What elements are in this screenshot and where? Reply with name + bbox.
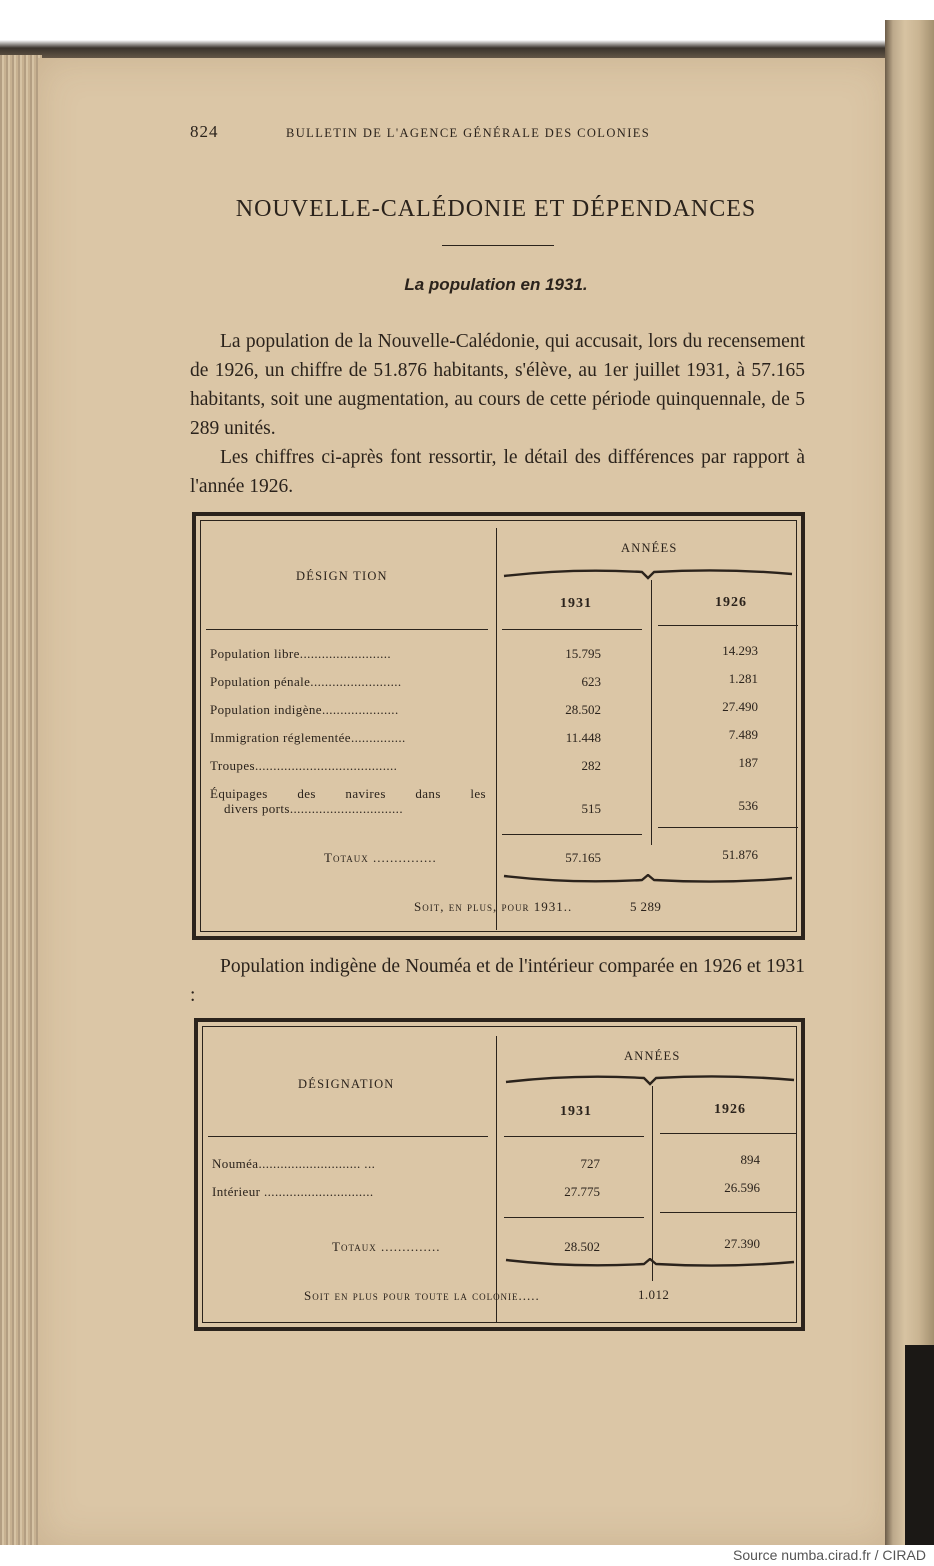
table-2 [194,1018,805,1331]
table-2-header-rule-1926 [660,1133,796,1134]
paragraph-2: Les chiffres ci-après font ressortir, le détail des différences par rapport à l'année 1926. [190,447,805,497]
row-label: Troupes....................................... [210,758,398,773]
table-2-totals-rule-1931 [504,1217,644,1218]
footer-value: 5 289 [630,899,662,914]
table-1-totals-rule-1926 [658,827,798,828]
value-1926: 26.596 [724,1180,760,1195]
footer-label: Soit, en plus, pour 1931.. [414,899,573,914]
value-1926: 27.490 [722,699,758,714]
total-1926: 51.876 [722,847,758,862]
table-2-inner-border [202,1026,797,1323]
table-1-years-header: ANNÉES [621,541,678,555]
value-1926: 187 [738,755,758,770]
page-number: 824 [190,122,219,141]
value-1931: 282 [581,758,601,773]
row-label-line-1: Équipages des navires dans les [210,786,486,801]
table-2-year-1926: 1926 [714,1102,746,1117]
totals-label: Totaux .............. [332,1239,441,1254]
row-label: Immigration réglementée............... [210,730,406,745]
row-label: Population libre......................... [210,646,392,661]
page-stack-edge [0,55,42,1545]
row-label: Intérieur .............................. [212,1184,374,1199]
table-2-column-divider [496,1036,497,1322]
bookmark-ribbon [905,1345,934,1545]
paragraph-3: Population indigène de Nouméa et de l'intérieur comparée en 1926 et 1931 : [190,956,805,1006]
book-gutter [885,20,934,1545]
table-2-designation-header: DÉSIGNATION [298,1077,395,1091]
title-rule [442,245,554,246]
table-1-designation-header: DÉSIGN TION [296,569,388,583]
table-1-footer-brace [502,874,794,888]
table-1-year-1931: 1931 [560,596,592,611]
table-1-column-divider [496,528,497,930]
table-2-years-header: ANNÉES [624,1049,681,1063]
value-1926: 1.281 [728,671,758,686]
total-1931: 28.502 [564,1239,600,1254]
article-subtitle: La population en 1931. [404,275,588,294]
value-1926: 14.293 [722,643,758,658]
totals-label: Totaux ............... [324,850,437,865]
value-1931: 623 [581,674,601,689]
row-label: Population indigène..................... [210,702,399,717]
table-1-header-rule-left [206,629,488,630]
table-1 [192,512,805,940]
table-2-header-rule-left [208,1136,488,1137]
table-2-year-divider [652,1086,653,1281]
row-label: Nouméa............................ ... [212,1156,376,1171]
value-1931: 515 [581,801,601,816]
table-1-header-rule-1931 [502,629,642,630]
table-1-year-divider [651,580,652,845]
row-label-line-2: divers ports............................... [224,801,403,816]
table-1-header-rule-1926 [658,625,798,626]
paragraph-1: La population de la Nouvelle-Calédonie, qui accusait, lors du recensement de 1926, un chiffre de 51.876 habitants, s'élève, au 1er juillet 1931, à 57.165 habitants, soit une augmentation, au cours de cette période quinquennale, de 5 289 unités. [190,331,805,439]
table-2-totals-rule-1926 [660,1212,796,1213]
table-1-totals-rule-1931 [502,834,642,835]
table-1-inner-border [200,520,797,932]
value-1931: 11.448 [565,730,601,745]
table-1-year-1926: 1926 [715,595,747,610]
source-credit: Source numba.cirad.fr / CIRAD [733,1547,926,1563]
row-label: Population pénale......................... [210,674,402,689]
book-top-edge [0,0,934,60]
running-head-title: BULLETIN DE L'AGENCE GÉNÉRALE DES COLONIES [286,126,651,140]
table-2-header-rule-1931 [504,1136,644,1137]
value-1931: 727 [580,1156,600,1171]
value-1926: 7.489 [728,727,758,742]
value-1931: 28.502 [565,702,601,717]
total-1931: 57.165 [565,850,601,865]
article-title: NOUVELLE-CALÉDONIE ET DÉPENDANCES [235,196,757,222]
footer-value: 1.012 [638,1287,670,1302]
total-1926: 27.390 [724,1236,760,1251]
footer-label: Soit en plus pour toute la colonie..... [304,1288,540,1303]
table-2-year-1931: 1931 [560,1104,592,1119]
value-1931: 15.795 [565,646,601,661]
value-1931: 27.775 [564,1184,600,1199]
table-2-header-brace [504,1072,796,1086]
value-1926: 536 [738,798,758,813]
table-1-header-brace [502,566,794,580]
table-2-footer-brace [504,1258,796,1272]
value-1926: 894 [740,1152,760,1167]
